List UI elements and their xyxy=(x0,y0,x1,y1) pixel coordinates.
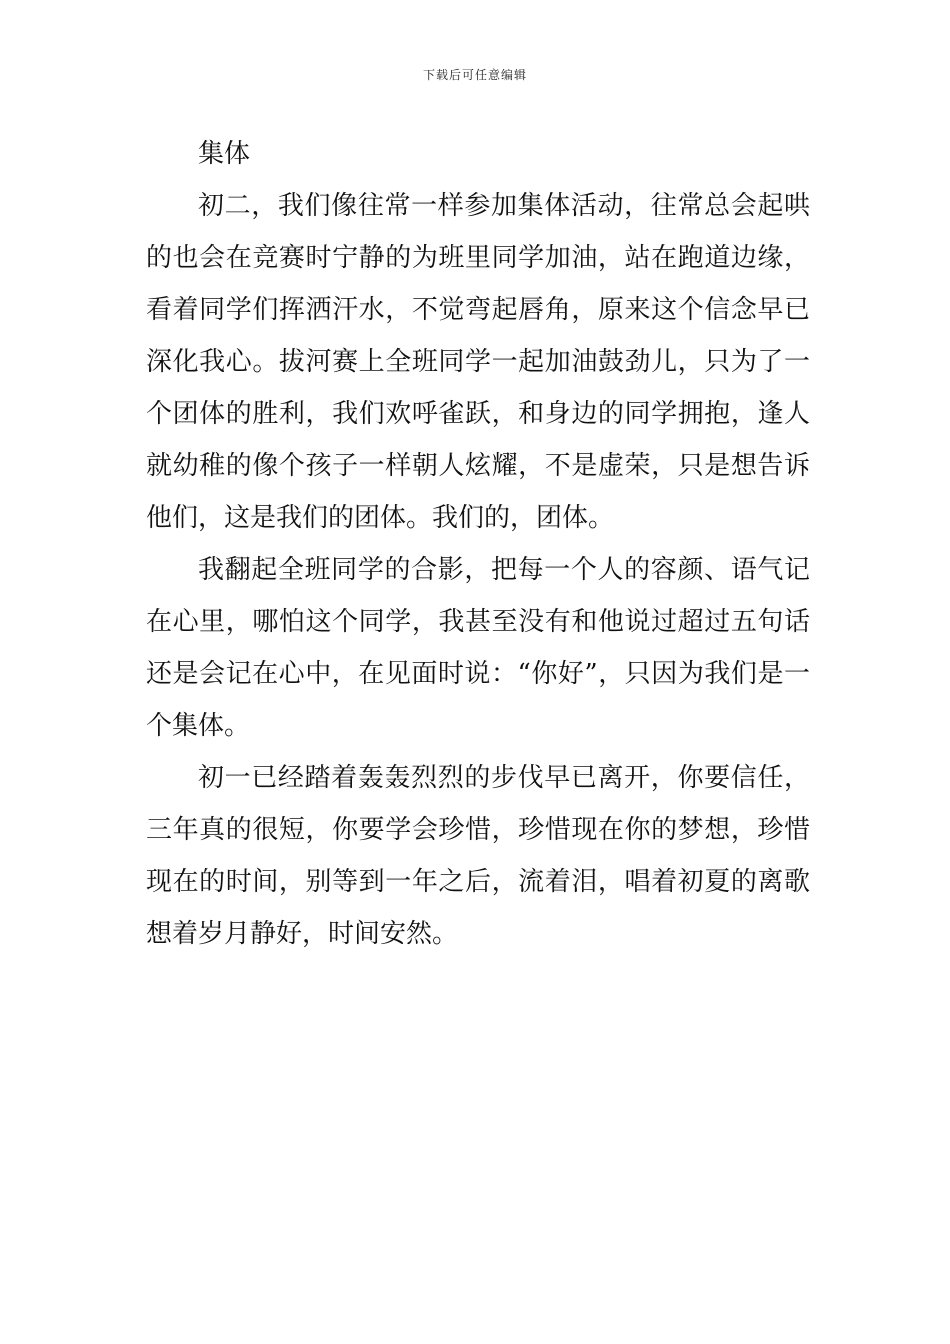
paragraph-1: 初二，我们像往常一样参加集体活动，往常总会起哄的也会在竞赛时宁静的为班里同学加油，站在跑道边缘，看着同学们挥洒汗水，不觉弯起唇角，原来这个信念早已深化我心。拔河赛上全班同学一起加油鼓劲儿，只为了一个团体的胜利，我们欢呼雀跃，和身边的同学拥抱，逢人就幼稚的像个孩子一样朝人炫耀，不是虚荣，只是想告诉他们，这是我们的团体。我们的，团体。 xyxy=(146,191,810,533)
header-note: 下载后可任意编辑 xyxy=(422,68,527,82)
paragraph-3: 初一已经踏着轰轰烈烈的步伐早已离开，你要信任，三年真的很短，你要学会珍惜，珍惜现在你的梦想，珍惜现在的时间，别等到一年之后，流着泪，唱着初夏的离歌想着岁月静好，时间安然。 xyxy=(146,763,810,949)
document-body xyxy=(146,128,810,960)
document-title: 集体 xyxy=(198,139,251,169)
paragraph-2: 我翻起全班同学的合影，把每一个人的容颜、语气记在心里，哪怕这个同学，我甚至没有和他说过超过五句话还是会记在心中，在见面时说：“你好”，只因为我们是一个集体。 xyxy=(146,555,810,741)
